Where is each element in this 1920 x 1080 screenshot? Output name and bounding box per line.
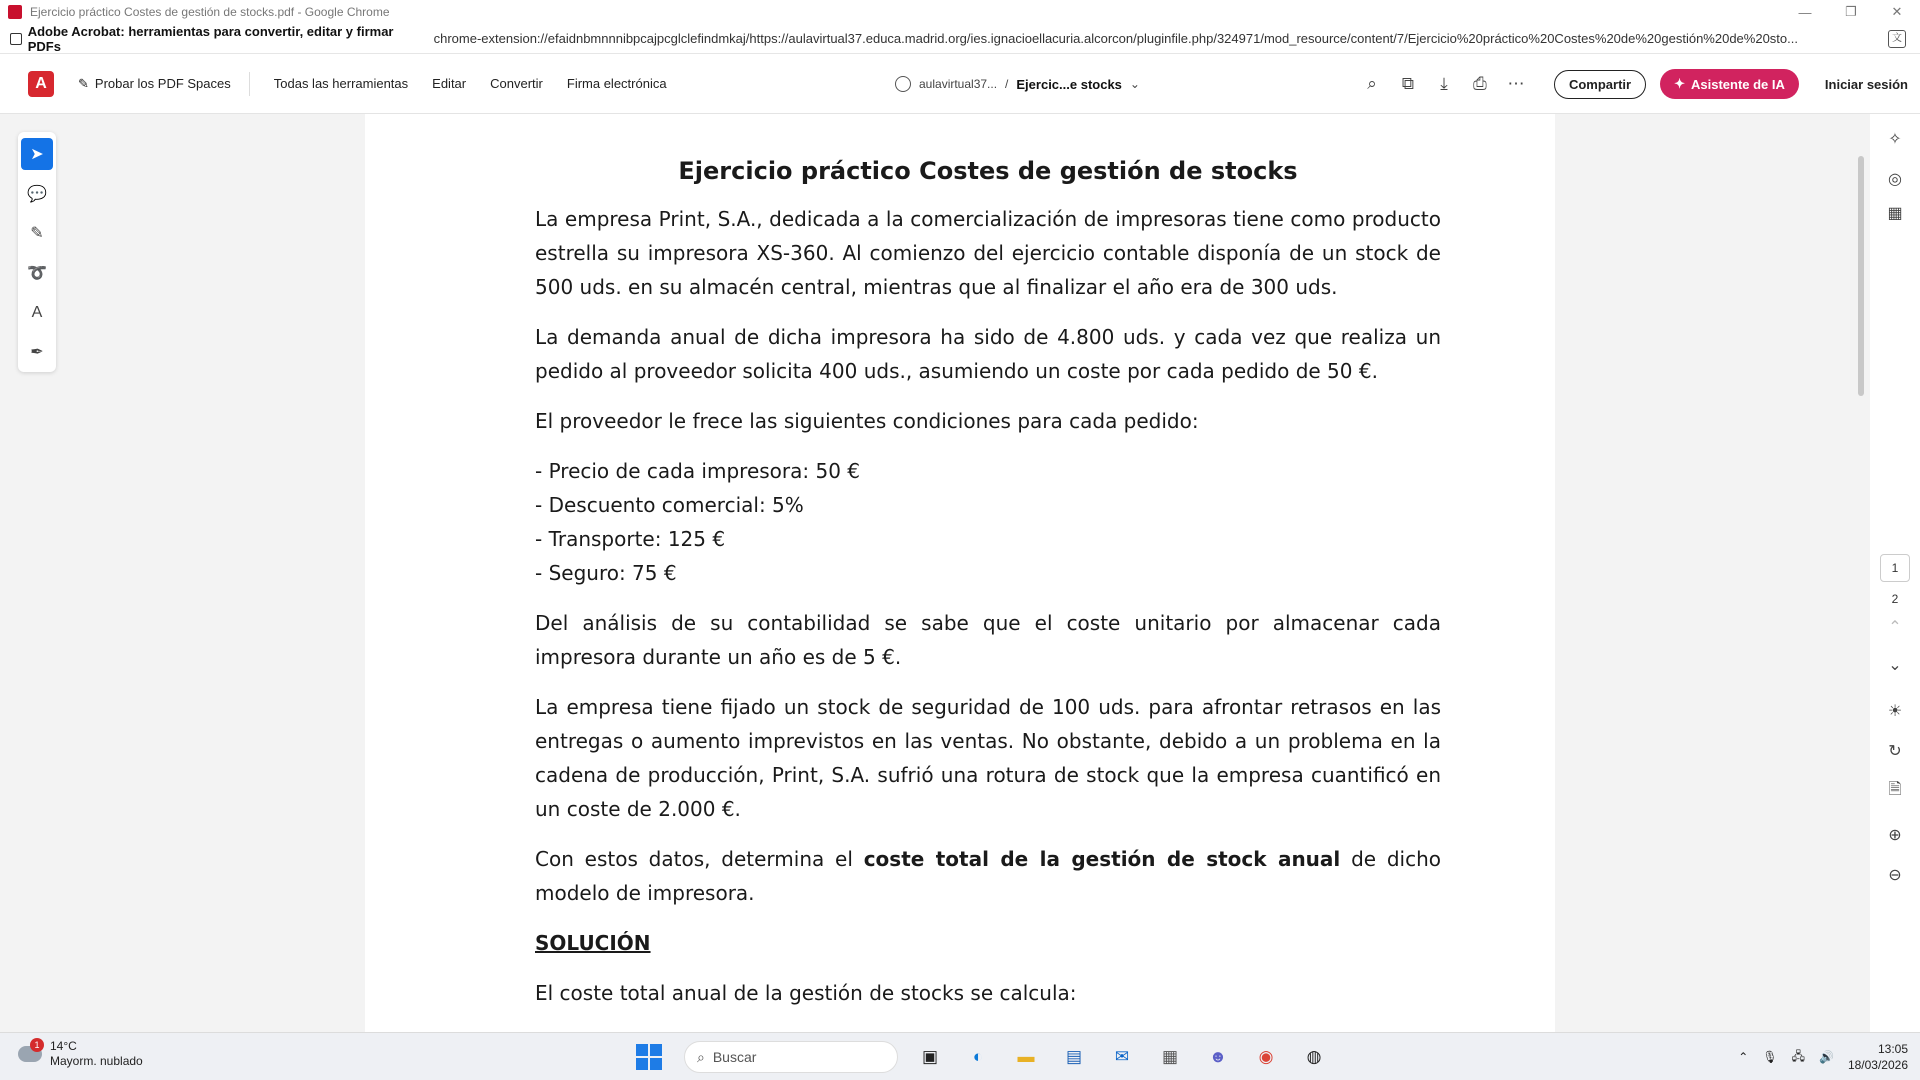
- clock-time: 13:05: [1877, 1042, 1908, 1056]
- vertical-scrollbar[interactable]: [1855, 114, 1867, 1032]
- brightness-icon[interactable]: ☀: [1887, 703, 1903, 720]
- notification-badge: 1: [30, 1038, 44, 1052]
- sign-in-button[interactable]: Iniciar sesión: [1824, 76, 1908, 92]
- paragraph-6: [535, 842, 1441, 910]
- download-icon[interactable]: ⤓: [1440, 74, 1448, 93]
- paragraph-2: La demanda anual de dicha impresora ha sido de 4.800 uds. y cada vez que realiza un pedido al proveedor solicita 400 uds., asumiendo un coste por cada pedido de 50 €.: [535, 325, 1441, 383]
- extension-info[interactable]: [0, 24, 428, 54]
- list-item: - Precio de cada impresora: 50 €: [535, 459, 861, 483]
- acrobat-logo[interactable]: A: [28, 71, 54, 97]
- store-icon[interactable]: ▤: [1065, 1047, 1083, 1066]
- page-number-current[interactable]: 1: [1880, 554, 1910, 582]
- thumbnails-grid-icon[interactable]: ▦: [1887, 205, 1903, 222]
- ai-panel-icon[interactable]: ✧: [1888, 131, 1902, 148]
- window-titlebar: [0, 0, 1920, 24]
- try-pdf-spaces-button[interactable]: [78, 76, 231, 92]
- obs-icon[interactable]: ◍: [1306, 1047, 1322, 1066]
- chevron-down-icon[interactable]: ⌄: [1888, 657, 1902, 674]
- close-button[interactable]: ✕: [1891, 4, 1903, 19]
- document-properties-icon[interactable]: 🗎: [1888, 780, 1902, 798]
- weather-description: Mayorm. nublado: [50, 1054, 143, 1068]
- scrollbar-thumb[interactable]: [1858, 156, 1864, 396]
- try-pdf-spaces-label: Probar los PDF Spaces: [94, 76, 231, 91]
- ai-assistant-button[interactable]: [1660, 69, 1799, 99]
- comment-icon[interactable]: 💬: [27, 185, 47, 203]
- paragraph-4: Del análisis de su contabilidad se sabe que el coste unitario por almacenar cada impresora durante un año es de 5 €.: [535, 611, 1441, 669]
- zoom-out-icon[interactable]: ⊖: [1888, 867, 1902, 884]
- windows-start-icon[interactable]: [636, 1044, 662, 1070]
- calculator-icon[interactable]: ▦: [1161, 1047, 1179, 1066]
- share-button[interactable]: Compartir: [1554, 70, 1646, 99]
- clock[interactable]: [1848, 1041, 1908, 1073]
- teams-icon[interactable]: ☻: [1209, 1047, 1227, 1066]
- menu-convert[interactable]: Convertir: [490, 76, 543, 91]
- document-viewport[interactable]: [0, 114, 1870, 1032]
- menu-edit[interactable]: Editar: [432, 76, 467, 91]
- cloud-icon: [18, 1040, 42, 1062]
- paragraph-6-bold: coste total de la gestión de stock anual: [863, 847, 1341, 871]
- ai-sparkle-icon: ✦: [1674, 76, 1685, 91]
- clock-date: 18/03/2026: [1847, 1058, 1908, 1072]
- highlight-pen-icon[interactable]: ✎: [30, 225, 44, 243]
- window-controls: [1782, 0, 1920, 24]
- chevron-up-icon[interactable]: ⌃: [1888, 619, 1902, 636]
- list-item: - Transporte: 125 €: [535, 527, 726, 551]
- menu-e-sign[interactable]: Firma electrónica: [566, 76, 667, 91]
- rotate-icon[interactable]: ↻: [1888, 743, 1902, 760]
- page-content: [535, 154, 1441, 1026]
- site-info-icon: [10, 33, 22, 45]
- restore-button[interactable]: ❐: [1845, 4, 1857, 19]
- zoom-in-icon[interactable]: ⊕: [1888, 827, 1902, 844]
- sign-pen-icon[interactable]: ✒: [30, 344, 44, 362]
- toolbar-actions: [1354, 54, 1920, 114]
- edge-icon[interactable]: ◐: [972, 1047, 984, 1066]
- microphone-icon[interactable]: 🎙: [1762, 1050, 1778, 1064]
- paragraph-1: La empresa Print, S.A., dedicada a la comercialización de impresoras tiene como producto estrella su impresora XS-360. Al comienzo del ejercicio contable disponía de un stock de 500 uds. en su almacén central, mientras que al finalizar el año era de 300 uds.: [535, 207, 1441, 299]
- crumb-site[interactable]: aulavirtual37...: [919, 77, 998, 91]
- file-explorer-icon[interactable]: ▬: [1017, 1047, 1035, 1066]
- draw-lasso-icon[interactable]: ➰: [27, 264, 47, 282]
- left-tool-rail: [18, 132, 56, 372]
- task-view-icon[interactable]: ▣: [921, 1047, 939, 1066]
- url-field[interactable]: chrome-extension://efaidnbmnnnibpcajpcglclefindmkaj/https://aulavirtual37.educa.madrid.org/ies.ignacioellacuria.alcorcon/pluginfile.php/324971/mod_resource/content/7/Ejercicio%20práctico%20Costes%20de%20gestión%20de%20sto...: [433, 31, 1798, 46]
- search-placeholder: Buscar: [712, 1049, 757, 1065]
- acrobat-toolbar: [0, 54, 1920, 114]
- search-icon: ⌕: [697, 1048, 705, 1065]
- page-number-next[interactable]: 2: [1891, 592, 1899, 606]
- chevron-up-icon[interactable]: ⌃: [1738, 1050, 1749, 1064]
- paragraph-6-end: de dicho modelo de impresora.: [535, 847, 1442, 905]
- search-icon[interactable]: ⌕: [1367, 74, 1377, 93]
- taskbar-search[interactable]: [684, 1041, 898, 1073]
- acrobat-app-icon: [8, 5, 22, 19]
- crumb-separator: /: [1005, 77, 1009, 91]
- right-rail: [1870, 114, 1920, 1032]
- globe-icon: [895, 76, 911, 92]
- system-tray: [1738, 1037, 1908, 1077]
- chevron-down-icon[interactable]: ⌄: [1129, 77, 1140, 91]
- pdf-page: [365, 114, 1555, 1032]
- window-title: Ejercicio práctico Costes de gestión de stocks.pdf - Google Chrome: [30, 5, 390, 19]
- temperature: 14°C: [50, 1039, 77, 1053]
- crumb-document-name[interactable]: Ejercic...e stocks: [1016, 76, 1122, 92]
- volume-icon[interactable]: 🔊: [1818, 1050, 1834, 1064]
- outlook-icon[interactable]: ✉: [1114, 1047, 1130, 1066]
- document-breadcrumb: [895, 54, 1140, 114]
- spaces-icon: ✎: [78, 75, 89, 91]
- weather-widget[interactable]: [18, 1039, 143, 1069]
- paragraph-7: El coste total anual de la gestión de stocks se calcula:: [535, 981, 1077, 1005]
- print-icon[interactable]: ⎙: [1473, 74, 1487, 93]
- menu-all-tools[interactable]: Todas las herramientas: [273, 76, 409, 91]
- paragraph-6-text: Con estos datos, determina el: [535, 847, 864, 871]
- document-title: Ejercicio práctico Costes de gestión de stocks: [678, 157, 1298, 185]
- list-item: - Descuento comercial: 5%: [535, 493, 804, 517]
- taskbar-apps: [636, 1039, 1330, 1075]
- weather-text: [50, 1039, 143, 1069]
- more-options-icon[interactable]: ⋯: [1507, 74, 1525, 93]
- windows-taskbar: [0, 1032, 1920, 1080]
- translate-icon[interactable]: 文: [1888, 30, 1906, 48]
- address-bar: [0, 24, 1920, 54]
- text-box-icon[interactable]: A: [31, 303, 43, 321]
- paragraph-3: El proveedor le frece las siguientes condiciones para cada pedido:: [535, 409, 1199, 433]
- solution-heading: SOLUCIÓN: [535, 931, 651, 955]
- conditions-list: [535, 454, 1441, 590]
- list-item: - Seguro: 75 €: [535, 561, 677, 585]
- toolbar-divider: [249, 72, 250, 96]
- chrome-icon[interactable]: ◉: [1258, 1047, 1274, 1066]
- select-cursor-icon[interactable]: ➤: [21, 138, 53, 170]
- ai-assistant-label: Asistente de IA: [1690, 76, 1785, 92]
- page-view-icon[interactable]: ⧉: [1401, 74, 1415, 93]
- comments-panel-icon[interactable]: ◎: [1888, 171, 1902, 188]
- minimize-button[interactable]: —: [1798, 4, 1812, 20]
- extension-label: Adobe Acrobat: herramientas para convertir, editar y firmar PDFs: [27, 23, 394, 54]
- network-icon[interactable]: 🖧: [1791, 1048, 1805, 1063]
- paragraph-5: La empresa tiene fijado un stock de seguridad de 100 uds. para afrontar retrasos en las entregas o aumento imprevistos en las ventas. No obstante, debido a un problema en la cadena de producción, Print, S.A. sufrió una rotura de stock que la empresa cuantificó en un coste de 2.000 €.: [535, 695, 1441, 821]
